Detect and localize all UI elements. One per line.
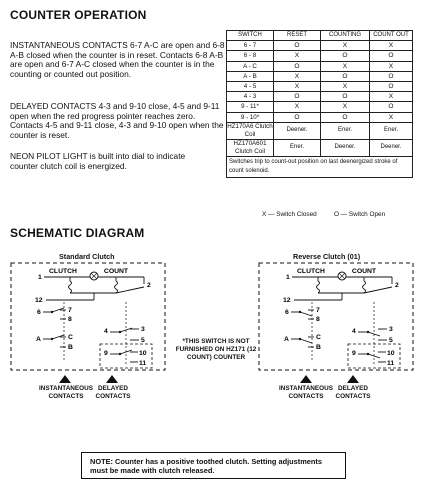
count-label: COUNT xyxy=(351,268,377,275)
table-cell: A - C xyxy=(227,61,274,71)
count-coil-icon xyxy=(115,277,118,293)
table-header-row xyxy=(227,31,413,41)
terminal-5-label: 5 xyxy=(141,337,145,344)
terminal-1-label: 1 xyxy=(286,274,290,281)
switch-not-furnished-note: *THIS SWITCH IS NOT FURNISHED ON HZ171 (12 COUNT) COUNTER xyxy=(175,338,257,361)
instantaneous-contacts-label: INSTANTANEOUS CONTACTS xyxy=(38,385,94,400)
table-cell: X xyxy=(370,61,413,71)
table-cell: O xyxy=(370,51,413,61)
terminal-b-label: B xyxy=(316,344,321,351)
table-header-reset: RESET xyxy=(274,31,321,41)
table-row xyxy=(227,92,413,102)
terminal-4-label: 4 xyxy=(352,328,356,335)
terminal-2-label: 2 xyxy=(395,282,399,289)
table-cell: HZ170A6 Clutch Coil xyxy=(227,123,273,138)
table-cell: A - B xyxy=(227,71,274,81)
table-cell: X xyxy=(321,41,370,51)
terminal-9-label: 9 xyxy=(104,350,108,357)
table-cell: Ener. xyxy=(274,139,321,156)
instantaneous-pointer-icon xyxy=(59,375,71,383)
table-cell: O xyxy=(274,61,321,71)
table-cell: X xyxy=(321,81,370,91)
table-row xyxy=(227,71,413,81)
terminal-6-label: 6 xyxy=(37,309,41,316)
table-cell: O xyxy=(321,112,370,122)
terminal-6-label: 6 xyxy=(285,309,289,316)
delayed-contacts-label: DELAYED CONTACTS xyxy=(95,385,131,400)
instantaneous-contacts-paragraph: INSTANTANEOUS CONTACTS 6-7 A-C are open and 6-8 A-B closed when the counter is in reset. Contacts 6-8 A-B are open and 6-7 A-C closed when the counter is in the counting or counted out position. xyxy=(10,40,225,79)
schematic-diagram-heading: SCHEMATIC DIAGRAM xyxy=(10,226,145,240)
terminal-5-label: 5 xyxy=(389,337,393,344)
table-cell: X xyxy=(274,71,321,81)
count-coil-icon xyxy=(363,277,366,293)
terminal-3-label: 3 xyxy=(141,326,145,333)
terminal-2-label: 2 xyxy=(147,282,151,289)
table-cell: X xyxy=(321,102,370,112)
table-cell: Deener. xyxy=(274,122,321,139)
instantaneous-contacts-label: INSTANTANEOUS CONTACTS xyxy=(278,385,334,400)
terminal-10-label: 10 xyxy=(139,350,147,357)
reverse-clutch-title: Reverse Clutch (01) xyxy=(293,252,361,261)
terminal-4-label: 4 xyxy=(104,328,108,335)
terminal-a-label: A xyxy=(284,336,289,343)
table-header-switch: SWITCH xyxy=(227,31,274,41)
terminal-1-label: 1 xyxy=(38,274,42,281)
terminal-b-label: B xyxy=(68,344,73,351)
delayed-pointer-icon xyxy=(106,375,118,383)
table-cell: O xyxy=(370,71,413,81)
table-cell: 9 - 10* xyxy=(227,112,274,122)
terminal-12-label: 12 xyxy=(283,297,291,304)
delayed-contacts-paragraph: DELAYED CONTACTS 4-3 and 9-10 close, 4-5 and 9-11 open when the red progress pointer reaches zero. Contacts 4-5 and 9-11 close, 4-3 and 9-10 open when the counter is reset. xyxy=(10,101,224,140)
table-cell: 6 - 7 xyxy=(227,41,274,51)
clutch-label: CLUTCH xyxy=(49,268,77,275)
table-cell: Deener. xyxy=(370,139,413,156)
table-cell: X xyxy=(370,41,413,51)
table-row xyxy=(227,51,413,61)
terminal-c-label: C xyxy=(316,334,321,341)
terminal-c-label: C xyxy=(68,334,73,341)
terminal-7-label: 7 xyxy=(316,307,320,314)
table-row-coil xyxy=(227,122,413,139)
terminal-3-label: 3 xyxy=(389,326,393,333)
table-cell: X xyxy=(274,102,321,112)
reverse-clutch-schematic xyxy=(256,262,418,374)
delayed-pointer-icon xyxy=(347,375,359,383)
terminal-9-label: 9 xyxy=(352,350,356,357)
table-cell: O xyxy=(370,102,413,112)
clutch-coil-icon xyxy=(69,277,72,293)
neon-pilot-light-paragraph: NEON PILOT LIGHT is built into dial to indicate counter clutch coil is energized. xyxy=(10,151,186,171)
table-cell: Ener. xyxy=(321,122,370,139)
table-cell: X xyxy=(370,92,413,102)
table-cell: 4 - 5 xyxy=(227,81,274,91)
table-cell: HZ170A601 Clutch Coil xyxy=(227,139,274,156)
table-row xyxy=(227,61,413,71)
table-cell: Ener. xyxy=(370,122,413,139)
clutch-label: CLUTCH xyxy=(297,268,325,275)
table-footnote: Switches trip to count-out position on last deenergized stroke of count solenoid. xyxy=(227,156,413,177)
terminal-8-label: 8 xyxy=(68,316,72,323)
table-cell: X xyxy=(274,81,321,91)
clutch-note-box: NOTE: Counter has a positive toothed clutch. Setting adjustments must be made with clutch released. xyxy=(81,452,346,479)
table-cell: Deener. xyxy=(321,139,370,156)
table-cell: X xyxy=(370,112,413,122)
table-row xyxy=(227,102,413,112)
table-cell: O xyxy=(321,51,370,61)
table-cell: X xyxy=(321,61,370,71)
terminal-11-label: 11 xyxy=(387,360,395,367)
terminal-8-label: 8 xyxy=(316,316,320,323)
count-label: COUNT xyxy=(103,268,129,275)
table-cell: X xyxy=(274,51,321,61)
table-cell: 9 - 11* xyxy=(227,102,274,112)
table-cell: 6 - 8 xyxy=(227,51,274,61)
table-cell: O xyxy=(274,112,321,122)
table-cell: 4 - 3 xyxy=(227,92,274,102)
table-row xyxy=(227,81,413,91)
clutch-coil-icon xyxy=(317,277,320,293)
counter-operation-heading: COUNTER OPERATION xyxy=(10,8,147,22)
table-cell: O xyxy=(321,71,370,81)
table-row xyxy=(227,112,413,122)
terminal-a-label: A xyxy=(36,336,41,343)
legend-switch-closed: X — Switch Closed xyxy=(262,211,317,218)
standard-clutch-title: Standard Clutch xyxy=(59,252,115,261)
terminal-11-label: 11 xyxy=(139,360,147,367)
table-row xyxy=(227,41,413,51)
terminal-10-label: 10 xyxy=(387,350,395,357)
terminal-7-label: 7 xyxy=(68,307,72,314)
switch-state-table xyxy=(226,30,413,178)
table-header-counting: COUNTING xyxy=(321,31,370,41)
table-cell: O xyxy=(321,92,370,102)
table-footnote-row xyxy=(227,156,413,177)
terminal-12-label: 12 xyxy=(35,297,43,304)
delayed-contacts-label: DELAYED CONTACTS xyxy=(335,385,371,400)
instantaneous-pointer-icon xyxy=(300,375,312,383)
table-header-count-out: COUNT OUT xyxy=(370,31,413,41)
standard-clutch-schematic xyxy=(8,262,170,374)
table-cell: O xyxy=(274,41,321,51)
table-row-coil xyxy=(227,139,413,156)
legend-switch-open: O — Switch Open xyxy=(334,211,386,218)
table-cell: O xyxy=(274,92,321,102)
table-cell: O xyxy=(370,81,413,91)
